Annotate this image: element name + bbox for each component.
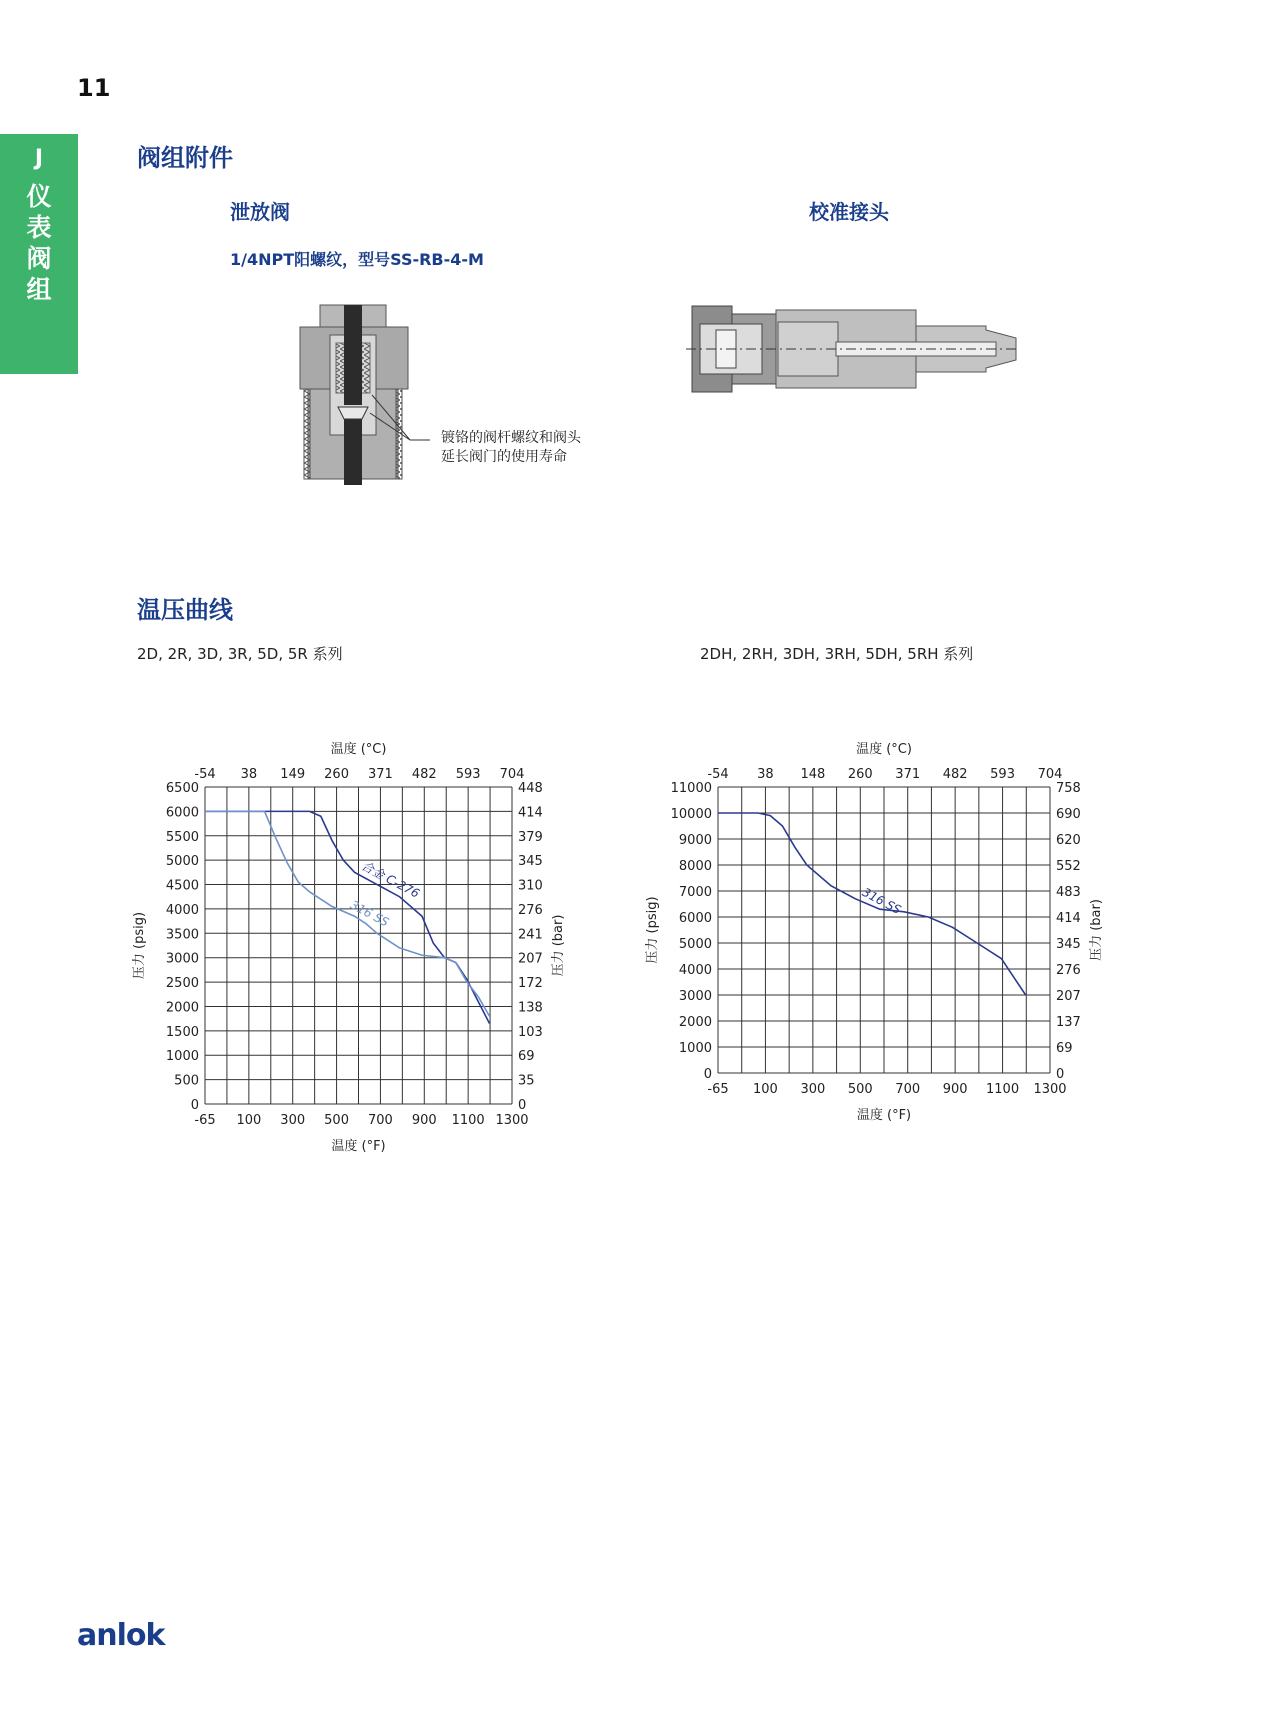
y-tick-label: 3000 [678,989,712,1004]
y-tick-label: 2500 [165,976,199,992]
side-tab-letter: J [34,146,44,171]
y2-tick-label: 69 [518,1049,535,1065]
x2-axis-label: 温度 (°C) [856,742,912,757]
x2-tick-label: 482 [411,767,437,782]
y-tick-label: 6500 [165,781,199,796]
y2-tick-label: 414 [1056,911,1081,926]
relief-valve-caption-line1: 镀铬的阀杆螺纹和阀头 [441,430,581,446]
x2-tick-label: 482 [942,767,968,782]
y-tick-label: 5500 [165,829,199,845]
y2-tick-label: 103 [518,1024,543,1040]
pressure-temperature-chart-1 [120,700,640,1170]
x-tick-label: 1300 [1033,1082,1067,1097]
y2-tick-label: 276 [518,902,543,918]
x-tick-label: 900 [411,1113,437,1128]
y2-tick-label: 276 [1056,963,1081,978]
calibration-fitting-drawing [686,300,1016,400]
chart2-series-title: 2DH, 2RH, 3DH, 3RH, 5DH, 5RH 系列 [700,645,974,663]
y-tick-label: 4500 [165,878,199,894]
x-tick-label: 500 [324,1113,349,1128]
x-tick-label: -65 [194,1113,216,1128]
anlok-logo: anlok [77,1618,165,1653]
x2-tick-label: -54 [194,767,216,782]
y2-tick-label: 0 [1056,1067,1065,1082]
x2-tick-label: 148 [800,767,826,782]
x-tick-label: 700 [368,1113,393,1128]
y2-tick-label: 552 [1056,859,1081,874]
y-axis-label: 压力 (psig) [645,896,660,964]
x-tick-label: 100 [753,1082,778,1097]
y-tick-label: 10000 [670,807,712,822]
y-tick-label: 1000 [165,1049,199,1065]
y-tick-label: 0 [190,1098,199,1113]
x2-tick-label: 260 [324,767,349,782]
y-tick-label: 8000 [678,859,712,874]
y2-tick-label: 690 [1056,807,1081,822]
x2-tick-label: 371 [368,767,393,782]
y2-axis-label: 压力 (bar) [1089,899,1104,961]
y-tick-label: 9000 [678,833,712,848]
x-tick-label: 1300 [495,1113,529,1128]
x-tick-label: 300 [280,1113,306,1128]
x2-tick-label: 593 [455,767,481,782]
y-tick-label: 6000 [678,911,712,926]
accessories-heading: 阀组附件 [137,144,233,172]
y2-tick-label: 448 [518,781,543,796]
relief-valve-drawing [280,295,450,490]
x2-tick-label: 38 [240,767,258,782]
x-tick-label: -65 [707,1082,729,1097]
x2-tick-label: 593 [990,767,1015,782]
y-tick-label: 3500 [165,927,199,943]
x2-tick-label: 704 [499,767,525,782]
y-tick-label: 0 [703,1067,712,1082]
y2-tick-label: 483 [1056,885,1081,900]
side-tab-label: 仪表阀组 [26,182,52,304]
y2-tick-label: 414 [518,805,543,821]
relief-valve-heading: 泄放阀 [230,200,290,224]
x2-axis-label: 温度 (°C) [330,742,387,757]
y2-tick-label: 172 [518,976,543,992]
x2-tick-label: 260 [847,767,873,782]
y2-tick-label: 138 [518,1000,543,1016]
y-tick-label: 4000 [678,963,712,978]
y-tick-label: 5000 [678,937,712,952]
series-line-1 [718,813,1026,995]
series-line-2 [205,811,490,1016]
x-tick-label: 1100 [986,1082,1020,1097]
x-tick-label: 300 [800,1082,826,1097]
y2-tick-label: 379 [518,829,543,845]
y2-tick-label: 35 [518,1073,535,1089]
relief-valve-model: 1/4NPT阳螺纹，型号SS-RB-4-M [230,250,484,269]
y2-tick-label: 207 [1056,989,1081,1004]
y2-tick-label: 345 [518,854,543,870]
series-line-1 [205,811,490,1023]
y-tick-label: 500 [174,1073,199,1089]
y-tick-label: 7000 [678,885,712,900]
y-tick-label: 5000 [165,854,199,870]
y2-tick-label: 241 [518,927,543,943]
y-tick-label: 2000 [678,1015,712,1030]
y-tick-label: 6000 [165,805,199,821]
pressure-temperature-chart-2 [645,690,1190,1140]
y2-tick-label: 310 [518,878,543,894]
y2-tick-label: 758 [1056,781,1081,796]
page-number: 11 [77,74,111,102]
series-label-2: 316 SS [347,897,392,930]
y2-tick-label: 69 [1056,1041,1073,1056]
pressure-temperature-heading: 温压曲线 [137,596,233,624]
y-tick-label: 2000 [165,1000,199,1016]
x2-tick-label: 371 [895,767,921,782]
x-tick-label: 1100 [451,1113,485,1128]
x-tick-label: 700 [895,1082,921,1097]
y2-tick-label: 345 [1056,937,1081,952]
x-axis-label: 温度 (°F) [331,1139,386,1154]
y-tick-label: 11000 [670,781,712,796]
y2-tick-label: 620 [1056,833,1081,848]
y2-axis-label: 压力 (bar) [551,914,566,977]
chart1-series-title: 2D, 2R, 3D, 3R, 5D, 5R 系列 [137,645,343,663]
y-axis-label: 压力 (psig) [132,911,147,980]
x-axis-label: 温度 (°F) [856,1108,912,1123]
x-tick-label: 500 [847,1082,873,1097]
series-label-1: 316 SS [860,885,904,917]
calibration-fitting-heading: 校准接头 [809,200,889,224]
y2-tick-label: 137 [1056,1015,1081,1030]
y-tick-label: 3000 [165,951,199,967]
relief-valve-caption-line2: 延长阀门的使用寿命 [441,449,567,465]
y2-tick-label: 0 [518,1098,527,1113]
section-side-tab [0,134,78,374]
x2-tick-label: 38 [757,767,774,782]
x2-tick-label: 149 [280,767,306,782]
y2-tick-label: 207 [518,951,543,967]
x-tick-label: 100 [236,1113,262,1128]
y-tick-label: 4000 [165,902,199,918]
x-tick-label: 900 [942,1082,968,1097]
x2-tick-label: -54 [707,767,729,782]
series-label-1: 合金 C-276 [359,858,422,901]
y-tick-label: 1000 [678,1041,712,1056]
y-tick-label: 1500 [165,1024,199,1040]
x2-tick-label: 704 [1037,767,1063,782]
